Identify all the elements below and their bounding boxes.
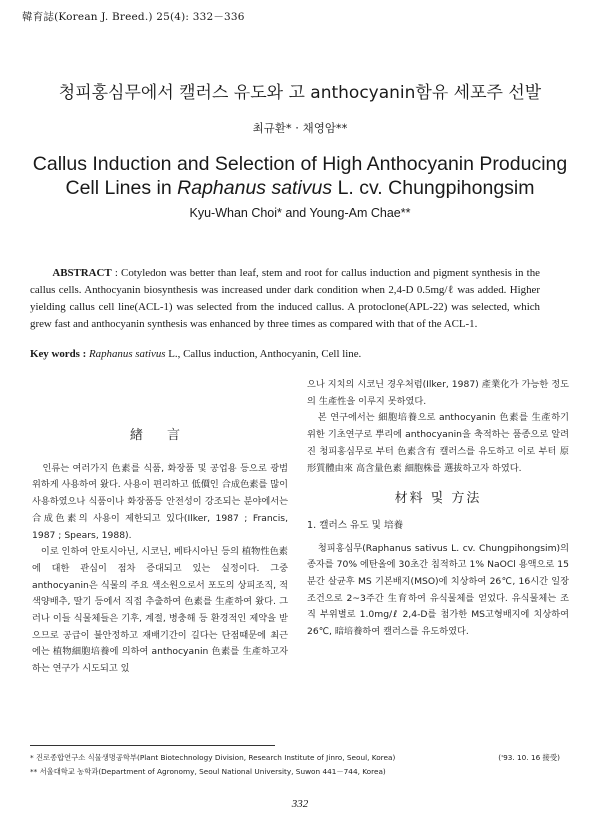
journal-citation: 韓育誌(Korean J. Breed.) 25(4): 332－336 xyxy=(22,11,245,23)
intro-paragraph-1: 인류는 여러가지 色素를 식품, 화장품 및 공업용 등으로 광범위하게 사용하여 왔다. 사용이 편리하고 低價인 合成色素를 많이 사용하였으나 식품이나 화장품등 안전성이 강조되는 분야에서는 合成色素의 사용이 제한되고 있다(Ilker, 1987 ; Francis, 1987 ; Spears, 1988). xyxy=(32,462,288,541)
title-species: Raphanus sativus xyxy=(177,177,333,199)
footnote-1 xyxy=(30,752,560,764)
right-column xyxy=(307,377,569,641)
keywords-label: Key words xyxy=(30,348,80,360)
left-column xyxy=(32,428,288,678)
keywords-species: Raphanus sativus xyxy=(89,348,166,360)
footnote-1-text: * 진로종합연구소 식물생명공학부(Plant Biotechnology Division, Research Institute of Jinro, Seoul, Korea) xyxy=(30,753,396,762)
footnote-2: ** 서울대학교 농학과(Department of Agronomy, Seoul National University, Suwon 441－744, Korea) xyxy=(30,767,386,776)
keywords-text: L., Callus induction, Anthocyanin, Cell line. xyxy=(165,348,362,360)
keywords xyxy=(30,348,550,360)
title-line2-post: L. cv. Chungpihongsim xyxy=(332,177,535,199)
korean-authors: 최규환* · 채영암** xyxy=(252,121,348,135)
abstract-label: ABSTRACT xyxy=(52,267,112,279)
intro-paragraph-4: 본 연구에서는 細胞培養으로 anthocyanin 色素를 生產하기 위한 기초연구로 뿌리에 anthocyanin을 축적하는 품종으로 알려진 청피홍심무로 부터 色素含有 캘러스를 유도하고 이로 부터 原形質體由來 高含量色素 細胞株를 選拔하고자 하였다. xyxy=(307,412,569,474)
received-date: ('93. 10. 16 接受) xyxy=(498,753,560,762)
keywords-colon: : xyxy=(79,348,89,360)
abstract xyxy=(30,265,540,333)
abstract-text: : Cotyledon was better than leaf, stem and root for callus induction and pigment synthesis in the callus cells. Anthocyanin biosynthesis was increased under dark condition when 2,4-D 0.5mg/ℓ was added. Higher yielding callus cell line(ACL-1) was selected from the induced callus. A protoclone(APL-22) was selected, which grew fast and anthocyanin synthesis was enhanced by three times as compared with that of the ACL-1. xyxy=(30,267,540,330)
introduction-heading: 緖 言 xyxy=(129,428,191,443)
english-title xyxy=(0,152,600,200)
intro-paragraph-3: 으나 지치의 시코닌 경우처럼(Ilker, 1987) 產業化가 가능한 정도의 生產性을 이루지 못하였다. xyxy=(307,379,569,407)
english-title-line2 xyxy=(0,176,600,200)
english-title-line1: Callus Induction and Selection of High Anthocyanin Producing xyxy=(32,153,568,175)
methods-heading: 材料 및 方法 xyxy=(394,491,482,507)
footnote-rule xyxy=(30,745,275,746)
page-number: 332 xyxy=(291,798,309,810)
title-line2-pre: Cell Lines in xyxy=(65,177,178,199)
english-authors: Kyu-Whan Choi* and Young-Am Chae** xyxy=(189,206,411,220)
methods-paragraph-1: 청피홍심무(Raphanus sativus L. cv. Chungpihongsim)의 종자를 70% 에탄올에 30초간 침적하고 1% NaOCl 용액으로 15분간 살균후 MS 기본배지(MSO)에 치상하여 26℃, 16시간 일장조건으로 2~3주간 生育하여 유식물체를 얻었다. 유식물체는 조직 부위별로 1.0mg/ℓ 2,4-D를 첨가한 MS고형배지에 치상하여 26℃, 暗培養하여 캘러스를 유도하였다. xyxy=(307,542,569,638)
methods-subheading: 1. 캘러스 유도 및 培養 xyxy=(307,519,404,531)
intro-paragraph-2: 이로 인하여 안토시아닌, 시코닌, 베타시아닌 등의 植物性色素에 대한 관심이 점차 증대되고 있는 실정이다. 그중 anthocyanin은 식물의 주요 색소원으로서 포도의 상피조직, 적색양배추, 딸기 등에서 직접 추출하여 色素를 生產하여 왔다. 그러나 이들 식물체들은 기후, 계절, 병충해 등 환경적인 제약을 받으므로 공급이 불안정하고 재배기간이 길다는 단점때문에 최근에는 植物細胞培養에 의하여 anthocyanin 色素를 生產하고자 하는 연구가 시도되고 있 xyxy=(32,546,288,675)
korean-title: 청피홍심무에서 캘러스 유도와 고 anthocyanin함유 세포주 선발 xyxy=(58,83,542,103)
